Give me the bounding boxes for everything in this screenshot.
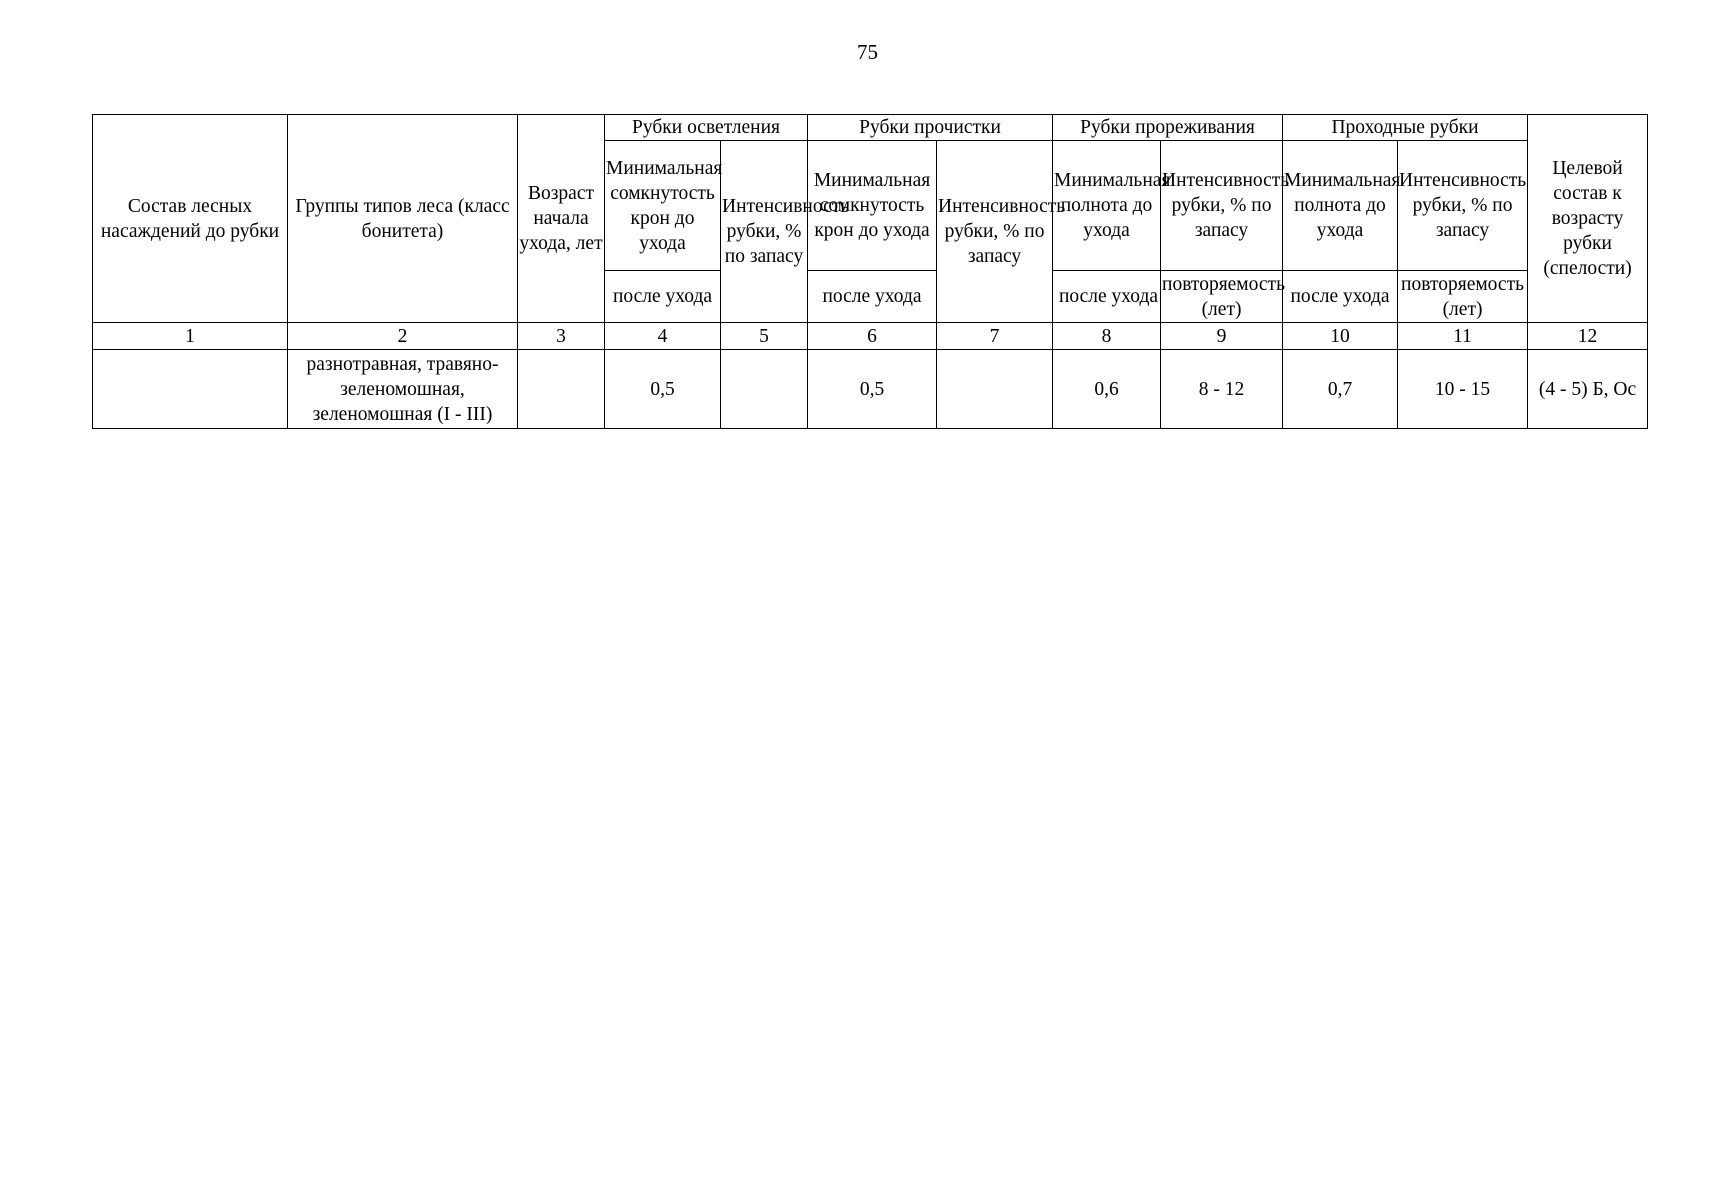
header-col6-top: Минимальная сомкнутость крон до ухода: [808, 141, 937, 271]
cell-cleaning-intensity: [937, 350, 1053, 429]
header-col6-bottom: после ухода: [808, 271, 937, 323]
header-forest-types: Группы типов леса (класс бонитета): [288, 115, 518, 323]
header-col10-top: Минимальная полнота до ухода: [1283, 141, 1398, 271]
header-col9-bottom: повторяемость (лет): [1161, 271, 1283, 323]
cell-target-composition: (4 - 5) Б, Ос: [1528, 350, 1648, 429]
cell-passing-min-density: 0,7: [1283, 350, 1398, 429]
header-col11-bottom: повторяемость (лет): [1398, 271, 1528, 323]
header-start-age: Возраст начала ухода, лет: [518, 115, 605, 323]
header-col8-top: Минимальная полнота до ухода: [1053, 141, 1161, 271]
header-col9-top: Интенсивность рубки, % по запасу: [1161, 141, 1283, 271]
column-number-row: [93, 323, 1648, 350]
cell-composition: [93, 350, 288, 429]
header-col8-bottom: после ухода: [1053, 271, 1161, 323]
header-composition: Состав лесных насаждений до рубки: [93, 115, 288, 323]
header-group-thinning: Рубки прореживания: [1053, 115, 1283, 141]
column-number: 2: [288, 323, 518, 350]
cell-thinning-intensity: 8 - 12: [1161, 350, 1283, 429]
cell-clearing-intensity: [721, 350, 808, 429]
cell-thinning-min-density: 0,6: [1053, 350, 1161, 429]
column-number: 9: [1161, 323, 1283, 350]
cell-clearing-min-closure: 0,5: [605, 350, 721, 429]
column-number: 4: [605, 323, 721, 350]
cell-cleaning-min-closure: 0,5: [808, 350, 937, 429]
column-number: 11: [1398, 323, 1528, 350]
cell-passing-intensity: 10 - 15: [1398, 350, 1528, 429]
column-number: 7: [937, 323, 1053, 350]
page-number: 75: [857, 40, 878, 64]
forest-care-table: [92, 114, 1648, 429]
header-col5: Интенсивность рубки, % по запасу: [721, 141, 808, 323]
cell-forest-types: разнотравная, травяно-зеленомошная, зеленомошная (I - III): [288, 350, 518, 429]
column-number: 12: [1528, 323, 1648, 350]
column-number: 6: [808, 323, 937, 350]
column-number: 10: [1283, 323, 1398, 350]
cell-start-age: [518, 350, 605, 429]
header-group-cleaning: Рубки прочистки: [808, 115, 1053, 141]
column-number: 5: [721, 323, 808, 350]
header-group-clearing: Рубки осветления: [605, 115, 808, 141]
header-group-passing: Проходные рубки: [1283, 115, 1528, 141]
header-col10-bottom: после ухода: [1283, 271, 1398, 323]
header-col4-top: Минимальная сомкнутость крон до ухода: [605, 141, 721, 271]
column-number: 3: [518, 323, 605, 350]
header-target-composition: Целевой состав к возрасту рубки (спелости): [1528, 115, 1648, 323]
column-number: 8: [1053, 323, 1161, 350]
table-row: [93, 350, 1648, 429]
header-col4-bottom: после ухода: [605, 271, 721, 323]
column-number: 1: [93, 323, 288, 350]
header-col7: Интенсивность рубки, % по запасу: [937, 141, 1053, 323]
header-col11-top: Интенсивность рубки, % по запасу: [1398, 141, 1528, 271]
header-row-groups: [93, 115, 1648, 141]
